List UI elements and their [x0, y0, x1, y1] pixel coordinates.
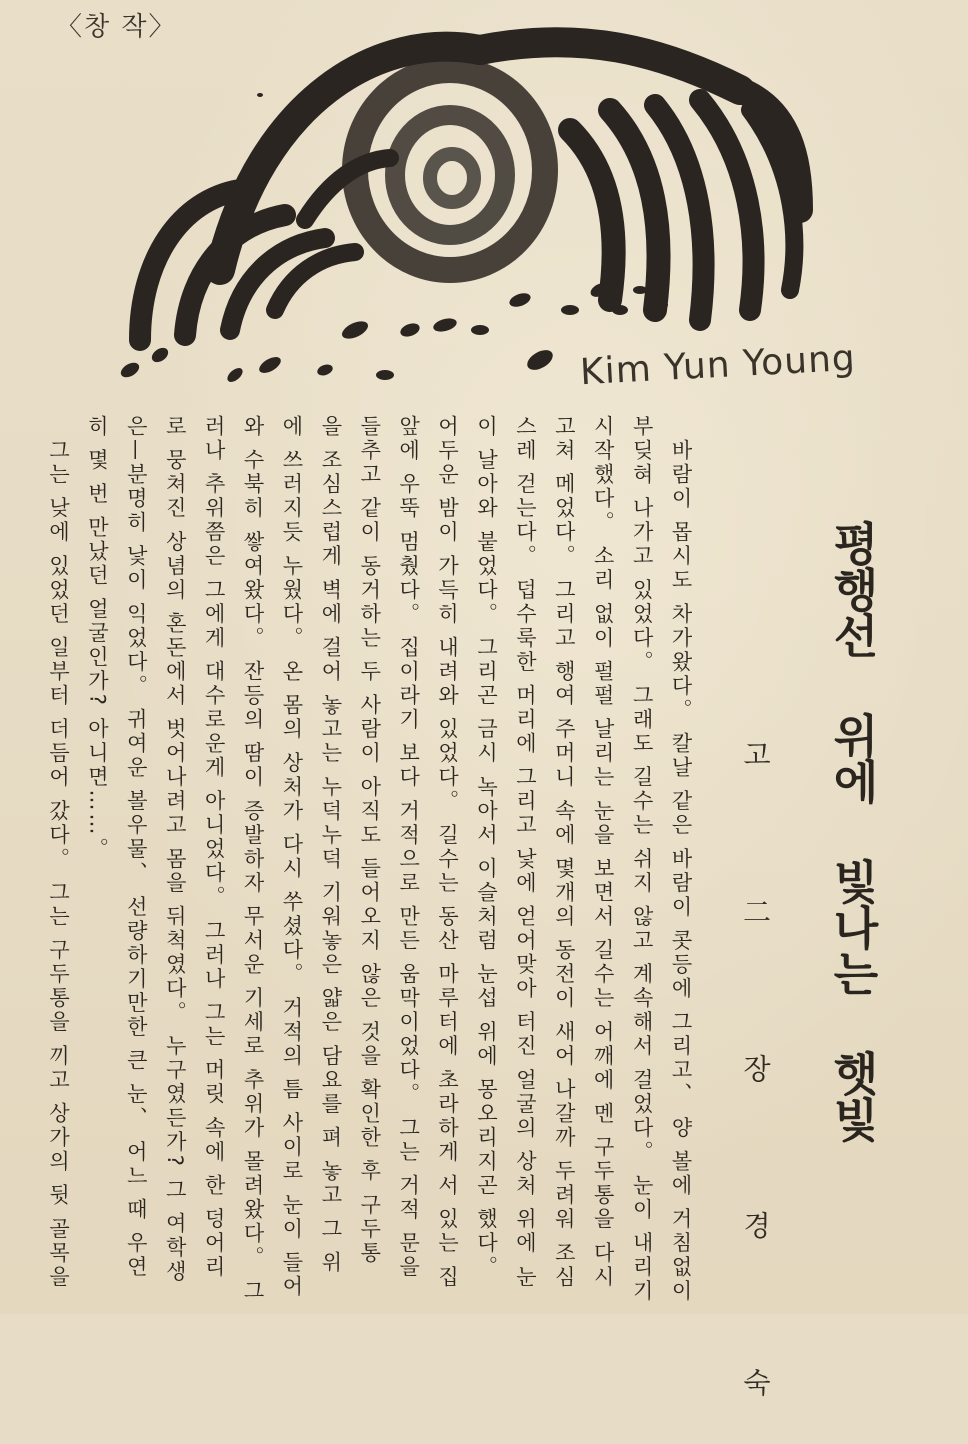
- body-line: 들추고 같이 동거하는 두 사람이 아직도 들어오지 않은 것을 확인한 후 구두통: [357, 415, 382, 1266]
- body-line: 스레 걷는다。 덥수룩한 머리에 그리고 낯에 얻어맞아 터진 얼굴의 상처 위에 눈: [513, 415, 538, 1290]
- article-author: 고 二 장 경 숙: [739, 740, 772, 1444]
- body-line: 와 수북히 쌓여왔다。 잔등의 땀이 증발하자 무서운 기세로 추위가 몰려왔다。 그: [241, 415, 266, 1304]
- body-line: 그는 낮에 있었던 일부터 더듬어 갔다。 그는 구두통을 끼고 상가의 뒷 골목을: [46, 439, 71, 1290]
- body-line: 은—분명히 낯이 익었다。 귀여운 볼우물、 선량하기만한 큰 눈、 어느 때 우연: [124, 415, 149, 1280]
- body-line: 부딪혀 나가고 있었다。 그래도 길수는 쉬지 않고 계속해서 걸었다。 눈이 내리기: [630, 415, 655, 1304]
- body-line: 로 뭉쳐진 상념의 혼돈에서 벗어나려고 몸을 뒤척였다。 누구였든가? 그 여학생: [163, 415, 188, 1285]
- body-line: 에 쓰러지듯 누웠다。 온 몸의 상처가 다시 쑤셨다。 거적의 틈 사이로 눈이 들어: [279, 415, 304, 1300]
- body-line: 이 날아와 붙었다。 그리곤 금시 녹아서 이슬처럼 눈섭 위에 몽오리지곤 했다。: [474, 415, 499, 1280]
- body-line: 앞에 우뚝 멈췄다。 집이라기 보다 거적으로 만든 움막이었다。 그는 거적 문을: [396, 415, 421, 1280]
- article-title: 평행선 위에 빛나는 햇빛: [826, 520, 880, 1142]
- artist-signature: Kim Yun Young: [579, 337, 857, 394]
- body-line: 바람이 몹시도 차가왔다。 칼날 같은 바람이 콧등에 그리고、 양 볼에 거침없이: [669, 439, 693, 1304]
- body-line: 고쳐 메었다。 그리고 행여 주머니 속에 몇개의 동전이 새어 나갈까 두려워 조심: [552, 415, 577, 1290]
- article-body: [46, 415, 700, 1304]
- body-line: 히 몇 번 만났던 얼굴인가? 아니면……。: [85, 415, 110, 862]
- section-category: 〈창 작〉: [56, 12, 177, 42]
- body-line: 시작했다。 소리 없이 펄펄 날리는 눈을 보면서 길수는 어깨에 멘 구두통을 다시: [591, 415, 616, 1290]
- woodcut-illustration: [100, 10, 840, 400]
- body-line: 러나 추위쯤은 그에게 대수로운게 아니었다。 그러나 그는 머릿 속에 한 덩어리: [202, 415, 227, 1280]
- body-line: 을 조심스럽게 벽에 걸어 놓고는 누덕누덕 기워놓은 얇은 담요를 펴 놓고 그 위: [318, 415, 343, 1276]
- body-line: 어두운 밤이 가득히 내려와 있었다。 길수는 동산 마루터에 초라하게 서 있는 집: [435, 415, 460, 1290]
